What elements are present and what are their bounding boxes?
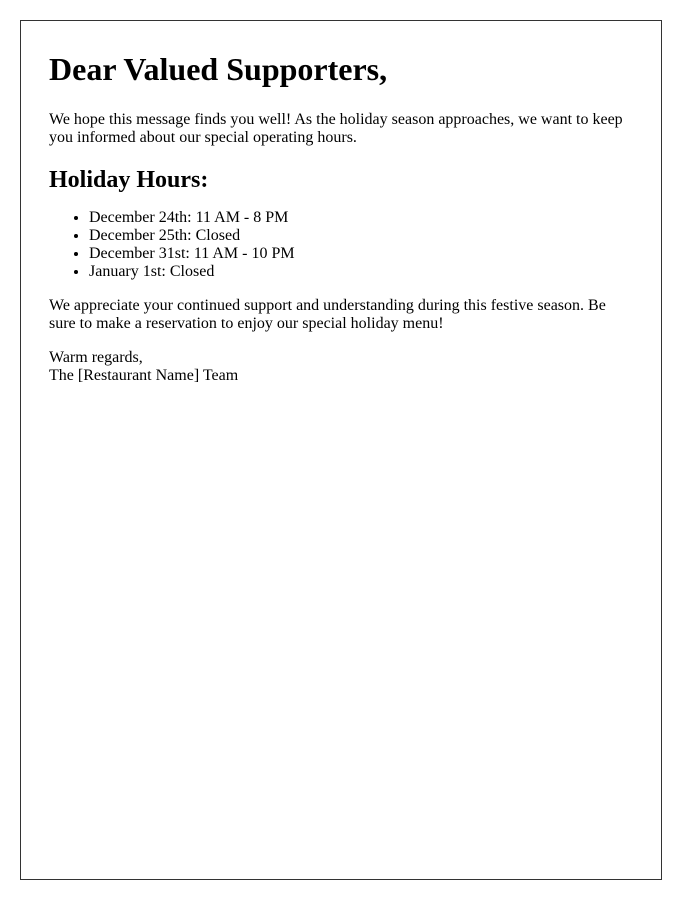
- list-item: • December 25th: Closed: [89, 227, 633, 245]
- letter-card: [20, 20, 662, 880]
- list-item: • December 31st: 11 AM - 10 PM: [89, 245, 633, 263]
- signoff-block: [49, 349, 633, 385]
- signoff-text: Warm regards,: [49, 349, 143, 366]
- greeting-heading: Dear Valued Supporters,: [49, 51, 388, 87]
- signature-text: The [Restaurant Name] Team: [49, 367, 239, 384]
- list-item: • January 1st: Closed: [89, 263, 633, 281]
- holiday-hours-heading: Holiday Hours:: [49, 167, 209, 193]
- closing-paragraph: We appreciate your continued support and understanding during this festive season. Be sure to make a reservation to enjoy our special holiday menu!: [49, 297, 606, 332]
- intro-paragraph: We hope this message finds you well! As the holiday season approaches, we want to keep you informed about our special operating hours.: [49, 111, 623, 146]
- holiday-hours-list: [49, 209, 633, 281]
- list-item: • December 24th: 11 AM - 8 PM: [89, 209, 633, 227]
